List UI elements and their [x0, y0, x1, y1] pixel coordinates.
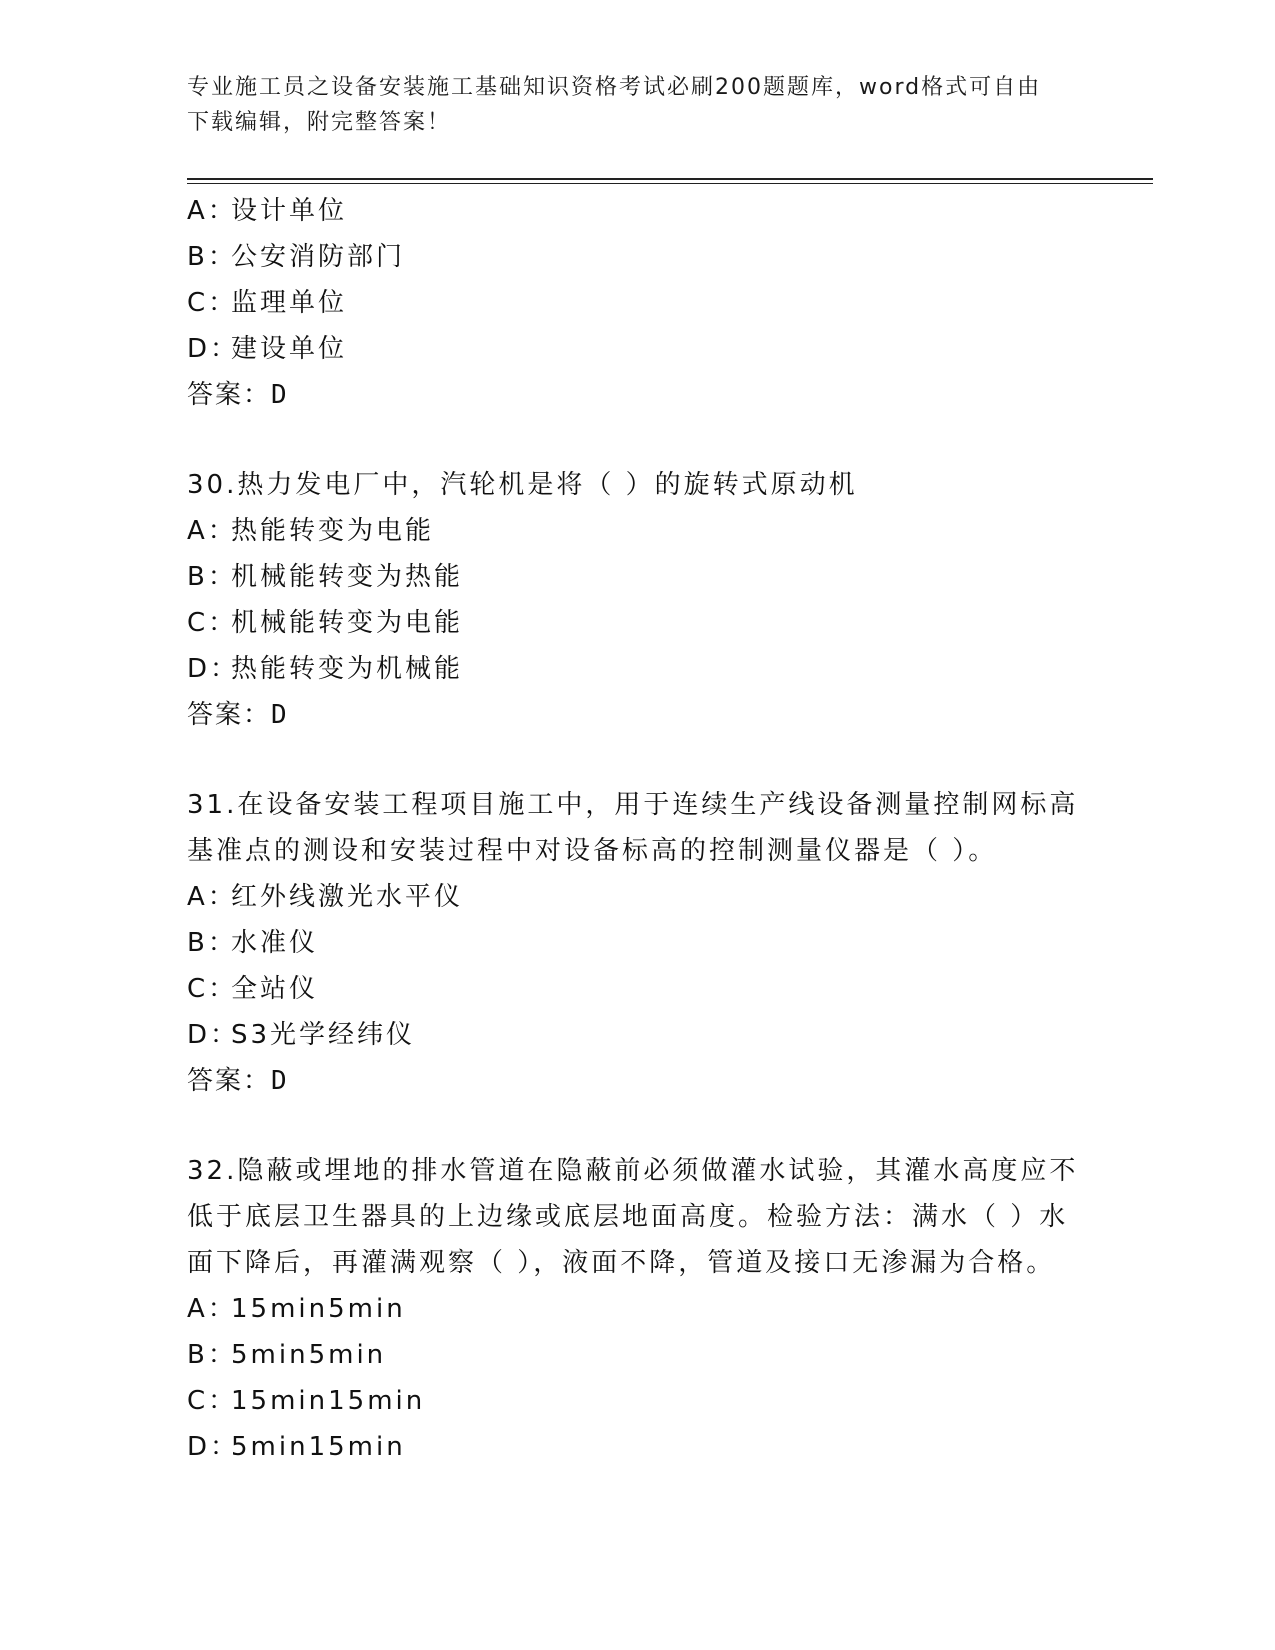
option-letter: B：: [187, 928, 237, 958]
option-letter: B：: [187, 1340, 237, 1370]
option-a: [187, 1286, 1087, 1332]
option-c: [187, 280, 1087, 326]
question-content: [187, 188, 1087, 1470]
question-stem-line-1: 32.隐蔽或埋地的排水管道在隐蔽前必须做灌水试验，其灌水高度应不: [187, 1156, 1079, 1186]
option-letter: D：: [187, 654, 240, 684]
option-text: 公安消防部门: [231, 242, 406, 272]
option-letter: B：: [187, 562, 237, 592]
option-a: [187, 188, 1087, 234]
option-letter: A：: [187, 882, 237, 912]
question-30-block: [187, 462, 1087, 738]
question-32-block: [187, 1148, 1087, 1470]
option-a: [187, 874, 1087, 920]
option-c: [187, 966, 1087, 1012]
option-letter: C：: [187, 608, 238, 638]
header-line-2: 下载编辑，附完整答案！: [187, 110, 452, 135]
option-text: 水准仪: [231, 928, 319, 958]
option-b: [187, 234, 1087, 280]
option-text: 监理单位: [231, 288, 348, 318]
option-letter: D：: [187, 1432, 240, 1462]
question-31-block: [187, 782, 1087, 1104]
option-letter: D：: [187, 334, 240, 364]
header-line-1: 专业施工员之设备安装施工基础知识资格考试必刷200题题库，word格式可自由: [187, 75, 1042, 100]
option-d: [187, 326, 1087, 372]
option-text: 热能转变为机械能: [231, 654, 464, 684]
option-text: 全站仪: [231, 974, 319, 1004]
option-text: 机械能转变为热能: [231, 562, 464, 592]
option-c: [187, 1378, 1087, 1424]
header-divider-thick: [187, 178, 1153, 180]
option-text: 建设单位: [231, 334, 348, 364]
option-letter: C：: [187, 1386, 238, 1416]
option-text: 热能转变为电能: [231, 516, 435, 546]
question-stem: 30.热力发电厂中，汽轮机是将（ ）的旋转式原动机: [187, 470, 858, 500]
header-divider-thin: [187, 183, 1153, 184]
option-letter: C：: [187, 974, 238, 1004]
option-text: 机械能转变为电能: [231, 608, 464, 638]
option-text: 5min5min: [231, 1340, 387, 1370]
answer-line: 答案：D: [187, 700, 289, 730]
option-text: 5min15min: [231, 1432, 406, 1462]
option-b: [187, 1332, 1087, 1378]
option-letter: A：: [187, 516, 237, 546]
option-b: [187, 554, 1087, 600]
option-d: [187, 1424, 1087, 1470]
option-letter: C：: [187, 288, 238, 318]
option-text: 红外线激光水平仪: [231, 882, 464, 912]
option-text: 设计单位: [231, 196, 348, 226]
option-d: [187, 646, 1087, 692]
option-text: 15min5min: [231, 1294, 406, 1324]
option-a: [187, 508, 1087, 554]
question-stem-line-1: 31.在设备安装工程项目施工中，用于连续生产线设备测量控制网标高: [187, 790, 1079, 820]
option-letter: B：: [187, 242, 237, 272]
answer-line: 答案：D: [187, 380, 289, 410]
option-c: [187, 600, 1087, 646]
question-stem-line-2: 基准点的测设和安装过程中对设备标高的控制测量仪器是（ ）。: [187, 836, 998, 866]
option-letter: A：: [187, 1294, 237, 1324]
option-b: [187, 920, 1087, 966]
question-stem-line-3: 面下降后，再灌满观察（ ），液面不降，管道及接口无渗漏为合格。: [187, 1248, 1056, 1278]
question-29-block: [187, 188, 1087, 418]
question-stem-line-2: 低于底层卫生器具的上边缘或底层地面高度。检验方法：满水（ ）水: [187, 1202, 1069, 1232]
option-d: [187, 1012, 1087, 1058]
option-text: S3光学经纬仪: [231, 1020, 416, 1050]
document-header: [187, 70, 1067, 140]
option-letter: D：: [187, 1020, 240, 1050]
option-text: 15min15min: [231, 1386, 426, 1416]
answer-line: 答案：D: [187, 1066, 289, 1096]
option-letter: A：: [187, 196, 237, 226]
